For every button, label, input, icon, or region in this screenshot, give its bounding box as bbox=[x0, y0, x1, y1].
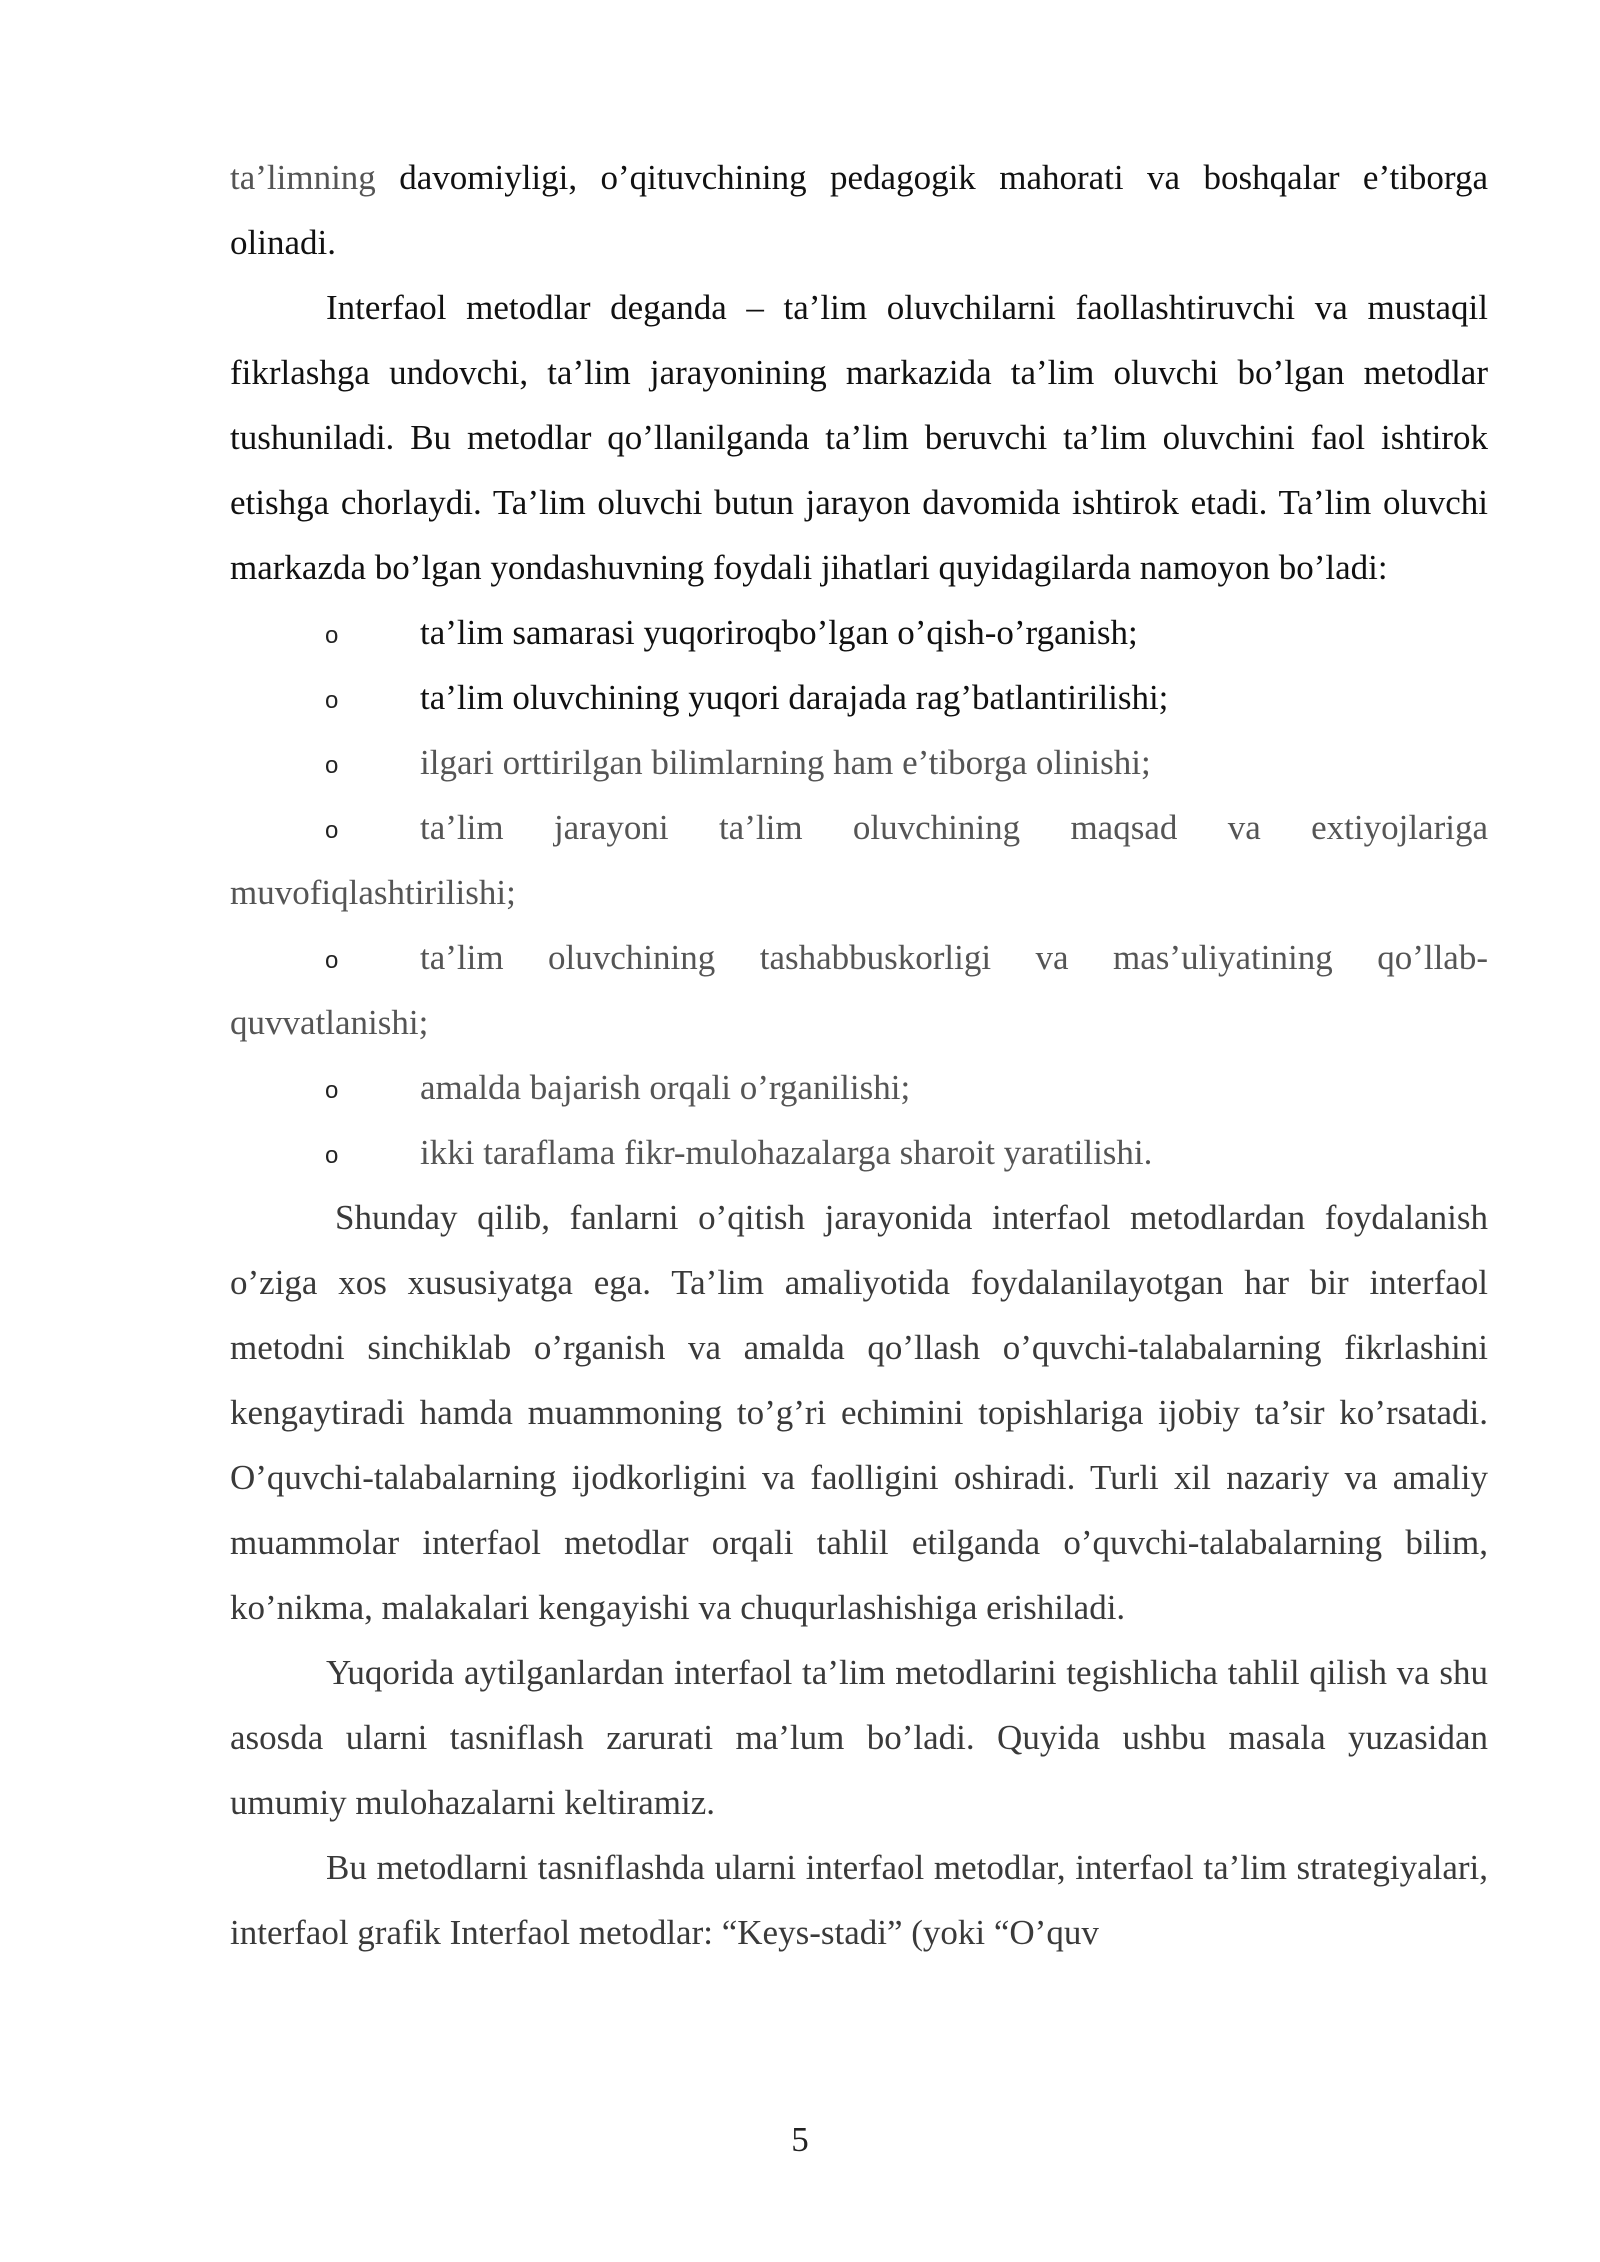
bullet-icon: o bbox=[325, 687, 339, 714]
list-item bbox=[230, 730, 1488, 795]
document-page bbox=[230, 145, 1488, 1965]
list-item bbox=[230, 665, 1488, 730]
list-item-text: ilgari orttirilgan bilimlarning ham e’tiborga olinishi; bbox=[420, 743, 1151, 782]
bullet-icon: o bbox=[325, 622, 339, 649]
bullet-icon: o bbox=[325, 752, 339, 779]
list-item-text: ta’lim oluvchining tashabbuskorligi va mas’uliyatining qo’llab-quvvatlanishi; bbox=[230, 938, 1488, 1042]
bullet-icon: o bbox=[325, 1077, 339, 1104]
list-item-text: ta’lim jarayoni ta’lim oluvchining maqsad va extiyojlariga muvofiqlashtirilishi; bbox=[230, 808, 1488, 912]
list-item-text: ta’lim oluvchining yuqori darajada rag’batlantirilishi; bbox=[420, 678, 1169, 717]
paragraph-classification: Bu metodlarni tasniflashda ularni interfaol metodlar, interfaol ta’lim strategiyalari, interfaol grafik Interfaol metodlar: “Keys-stadi” (yoki “O’quv bbox=[230, 1848, 1488, 1952]
bullet-icon: o bbox=[325, 947, 339, 974]
list-item bbox=[230, 795, 1488, 925]
paragraph-continuation-rest: davomiyligi, o’qituvchining pedagogik mahorati va boshqalar e’tiborga olinadi. bbox=[230, 158, 1488, 262]
paragraph-classification-need: Yuqorida aytilganlardan interfaol ta’lim metodlarini tegishlicha tahlil qilish va shu asosda ularni tasniflash zarurati ma’lum bo’ladi. Quyida ushbu masala yuzasidan umumiy mulohazalarni keltiramiz. bbox=[230, 1653, 1488, 1822]
paragraph-continuation-start: ta’limning bbox=[230, 158, 376, 197]
list-item-text: amalda bajarish orqali o’rganilishi; bbox=[420, 1068, 911, 1107]
paragraph-interfaol-definition: Interfaol metodlar deganda – ta’lim oluvchilarni faollashtiruvchi va mustaqil fikrlashga undovchi, ta’lim jarayonining markazida ta’lim oluvchi bo’lgan metodlar tushuniladi. Bu metodlar qo’llanilganda ta’lim beruvchi ta’lim oluvchini faol ishtirok etishga chorlaydi. Ta’lim oluvchi butun jarayon davomida ishtirok etadi. Ta’lim oluvchi markazda bo’lgan yondashuvning foydali jihatlari quyidagilarda namoyon bo’ladi: bbox=[230, 288, 1488, 587]
list-item bbox=[230, 1055, 1488, 1120]
list-item bbox=[230, 600, 1488, 665]
list-item-text: ikki taraflama fikr-mulohazalarga sharoit yaratilishi. bbox=[420, 1133, 1153, 1172]
benefits-list bbox=[230, 600, 1488, 1185]
bullet-icon: o bbox=[325, 1142, 339, 1169]
list-item-text: ta’lim samarasi yuqoriroqbo’lgan o’qish-o’rganish; bbox=[420, 613, 1138, 652]
list-item bbox=[230, 1120, 1488, 1185]
page-number: 5 bbox=[791, 2120, 809, 2159]
bullet-icon: o bbox=[325, 817, 339, 844]
paragraph-conclusion: Shunday qilib, fanlarni o’qitish jarayonida interfaol metodlardan foydalanish o’ziga xos xususiyatga ega. Ta’lim amaliyotida foydalanilayotgan har bir interfaol metodni sinchiklab o’rganish va amalda qo’llash o’quvchi-talabalarning fikrlashini kengaytiradi hamda muammoning to’g’ri echimini topishlariga ijobiy ta’sir ko’rsatadi. O’quvchi-talabalarning ijodkorligini va faolligini oshiradi. Turli xil nazariy va amaliy muammolar interfaol metodlar orqali tahlil etilganda o’quvchi-talabalarning bilim, ko’nikma, malakalari kengayishi va chuqurlashishiga erishiladi. bbox=[230, 1198, 1488, 1627]
list-item bbox=[230, 925, 1488, 1055]
paragraph-continuation bbox=[230, 145, 1488, 275]
